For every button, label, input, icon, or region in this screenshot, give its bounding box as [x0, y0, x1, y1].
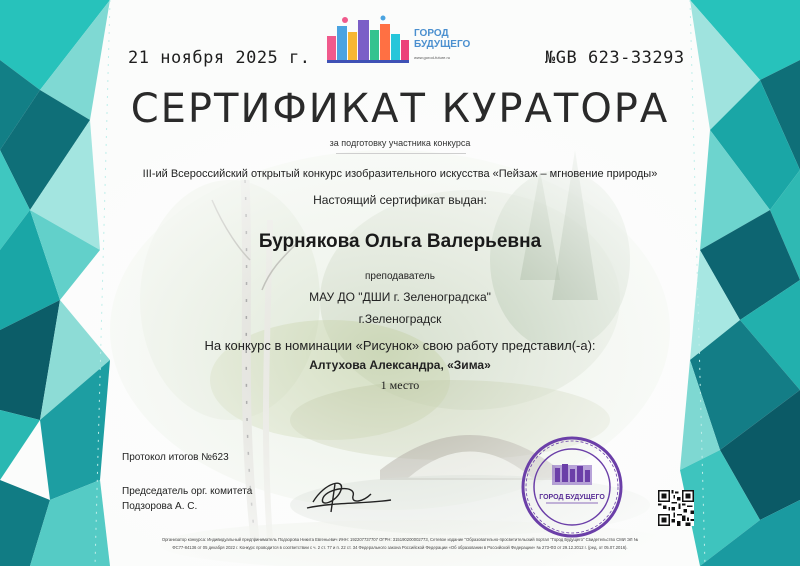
recipient-role: преподаватель	[365, 271, 435, 282]
issued-to-label: Настоящий сертификат выдан:	[313, 193, 487, 207]
logo-wordmark	[414, 28, 470, 50]
logo-url: www.gorod-future.ru	[414, 55, 451, 60]
nomination-text: На конкурс в номинации «Рисунок» свою работу представил(-а):	[204, 338, 596, 353]
contest-name: III-ий Всероссийский открытый конкурс изобразительного искусства «Пейзаж – мгновение природы»	[142, 168, 658, 180]
stamp-center-text: ГОРОД БУДУЩЕГО	[539, 494, 605, 501]
certificate-subtitle: за подготовку участника конкурса	[329, 138, 471, 148]
title-divider	[336, 153, 466, 154]
student-work: Алтухова Александра, «Зима»	[309, 358, 491, 372]
logo-text-line2: БУДУЩЕГО	[414, 39, 471, 50]
logo-text-line1: ГОРОД	[414, 28, 449, 39]
award-place: 1 место	[380, 378, 420, 392]
handwritten-signature	[305, 472, 395, 517]
recipient-organization: МАУ ДО "ДШИ г. Зеленоградска"	[309, 290, 491, 304]
recipient-city: г.Зеленоградск	[358, 312, 442, 326]
certificate-title: СЕРТИФИКАТ КУРАТОРА	[130, 86, 670, 132]
certificate-date: 21 ноября 2025 г.	[128, 48, 311, 68]
certificate-number: №GB 623-33293	[545, 48, 685, 68]
chair-title: Председатель орг. комитета	[122, 486, 253, 497]
recipient-name: Бурнякова Ольга Валерьевна	[258, 231, 542, 252]
qr-code[interactable]	[658, 490, 694, 526]
footer-line-1: Организатор конкурса: Индивидуальный предприниматель Подзорова Никита Евгеньевич ИНН: 192207737707 ОГРН: 315190200002773, Сетевое издание "Образовательно-просветительский портал "Город Будущего" Свидетельство СМИ ЭЛ №	[161, 537, 639, 542]
organization-stamp	[520, 435, 625, 540]
protocol-number: Протокол итогов №623	[122, 452, 229, 463]
chair-name: Подзорова А. С.	[122, 501, 198, 512]
footer-line-2: ФС77-84136 от 05 декабря 2022 г. Конкурс проводится в соответствии с ч. 2 ст. 77 и п. 22 ст. 34 Федерального закона Российской Федерации «Об образовании в Российской Федерации» № 273-ФЗ от 29.12.2012 г. (ред. от 05.07.2016).	[172, 545, 628, 550]
legal-footer	[100, 536, 700, 552]
